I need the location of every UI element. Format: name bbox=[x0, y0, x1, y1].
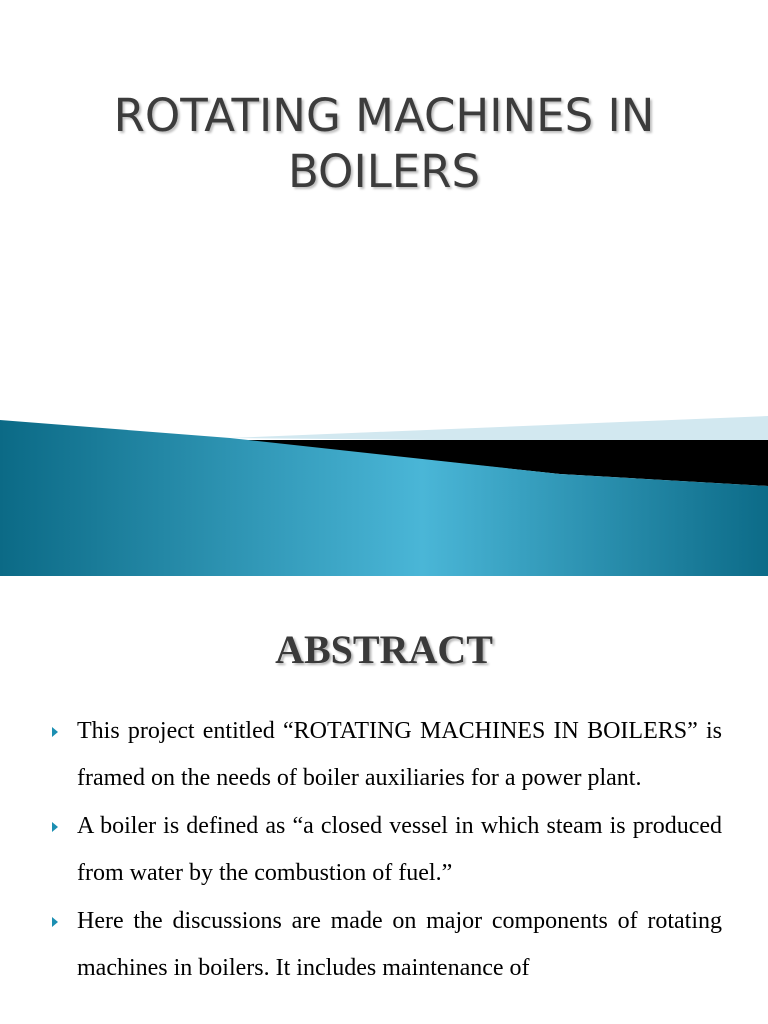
slide-title-line-2: BOILERS bbox=[287, 145, 481, 198]
abstract-slide bbox=[0, 576, 768, 1024]
slide-title bbox=[40, 88, 728, 200]
bullet-list bbox=[52, 708, 722, 993]
triangle-right-icon bbox=[52, 822, 58, 832]
slide-title-line-1: ROTATING MACHINES IN bbox=[113, 89, 655, 142]
decorative-wave bbox=[0, 400, 768, 576]
abstract-heading: ABSTRACT bbox=[275, 627, 493, 672]
bullet-text: This project entitled “ROTATING MACHINES IN BOILERS” is framed on the needs of boiler auxiliaries for a power plant. bbox=[77, 718, 722, 791]
bullet-item bbox=[52, 708, 722, 801]
wave-pale-band bbox=[230, 416, 768, 440]
bullet-text: Here the discussions are made on major components of rotating machines in boilers. It includes maintenance of bbox=[77, 908, 722, 981]
bullet-text: A boiler is defined as “a closed vessel in which steam is produced from water by the combustion of fuel.” bbox=[77, 813, 722, 886]
triangle-right-icon bbox=[52, 917, 58, 927]
bullet-item bbox=[52, 803, 722, 896]
bullet-item bbox=[52, 898, 722, 991]
triangle-right-icon bbox=[52, 727, 58, 737]
